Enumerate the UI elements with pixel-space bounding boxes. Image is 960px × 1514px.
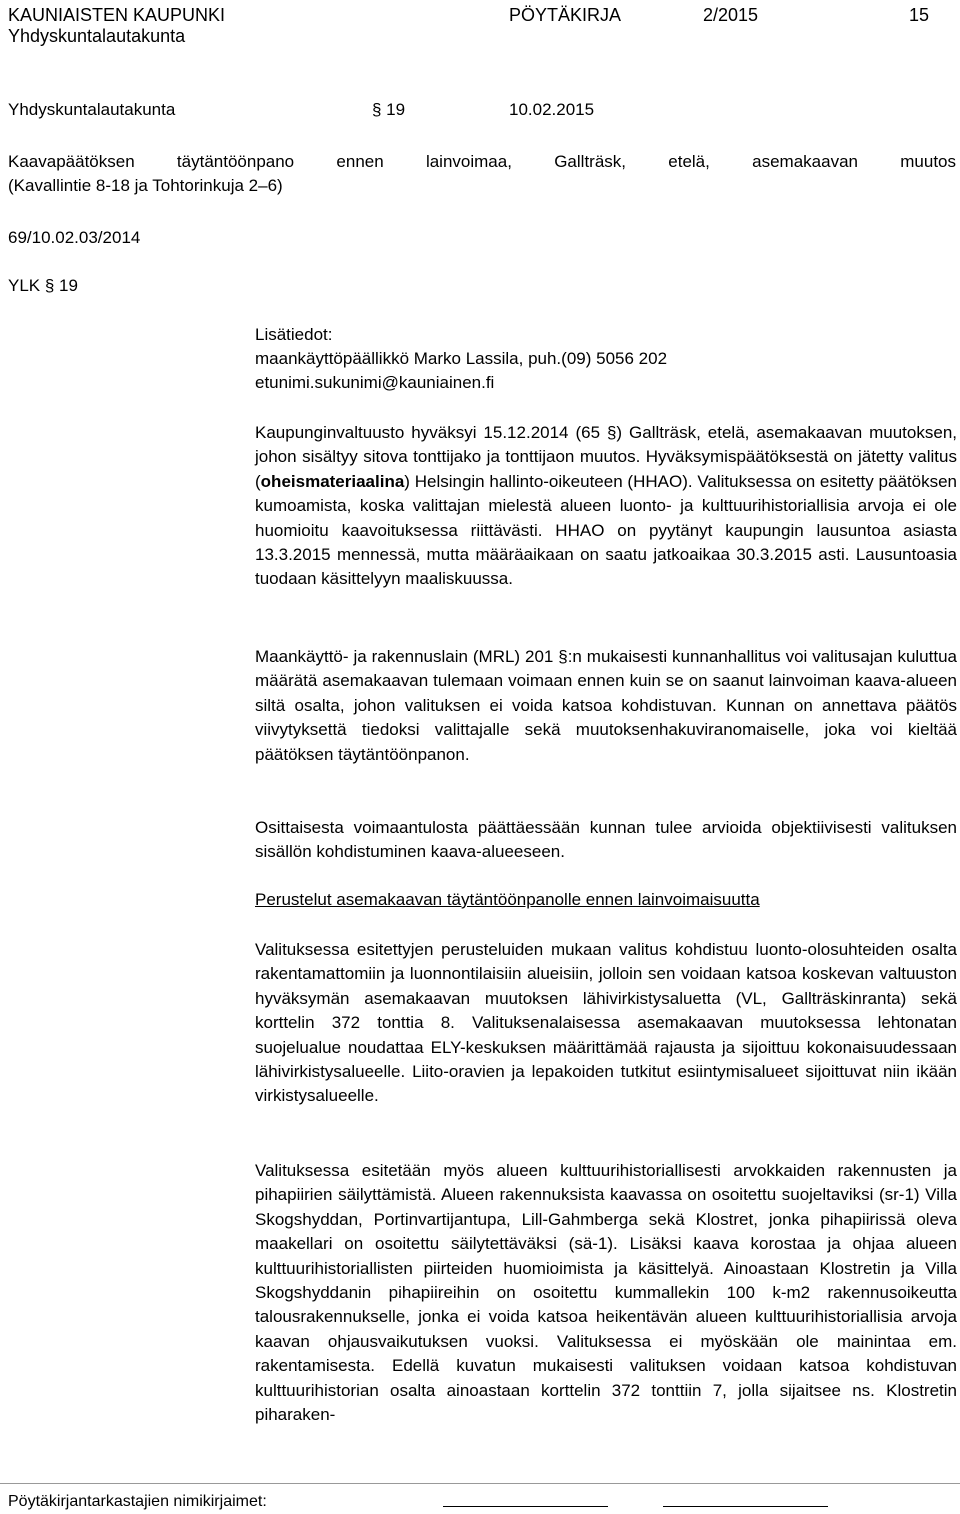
paragraph-appeal-part2: ) Helsingin hallinto-oikeuteen (HHAO). Valituksessa on esitetty päätöksen kumoamista, koska valittajan mielestä alueen luonto- ja kulttuurihistoriallisia arvoja ei ole huomioitu kaavoituksessa riittävästi. HHAO on pyytänyt kaupungin lausuntoa asiasta 13.3.2015 mennessä, mutta määräaikaan on saatu jatkoaikaa 30.3.2015 asti. Lausuntoasia tuodaan käsittelyyn maaliskuussa. (255, 471, 957, 589)
paragraph-appeal-bold: oheismateriaalina (260, 471, 405, 491)
footer-signature-label: Pöytäkirjantarkastajien nimikirjaimet: (8, 1493, 267, 1510)
case-title-line1: Kaavapäätöksen täytäntöönpano ennen lainvoimaa, Gallträsk, etelä, asemakaavan muutos (8, 152, 956, 171)
meeting-section: § 19 (372, 100, 406, 119)
subheading-justification: Perustelut asemakaavan täytäntöönpanolle ennen lainvoimaisuutta (255, 890, 760, 909)
paragraph-nature: Valituksessa esitettyjen perusteluiden mukaan valitus kohdistuu luonto-olosuhteiden osalta rakentamattomiin ja luonnontilaisiin alueisiin, jolloin sen voidaan katsoa koskevan valtuuston hyväksymän asemakaavan muutoksen lähivirkistysaluetta (VL, Gallträskinranta) sekä korttelin 372 tonttia 8. Valituksenalaisessa asemakaavan muutoksessa lehtonatan suojelualue noudattaa ELY-keskuksen määrittämää rajausta ja sijoittuu kokonaisuudessaan lähivirkistysalueelle. Liito-oravien ja lepakoiden tutkitut esiintymisalueet sijoittuvat niin ikään virkistysalueelle. (255, 940, 957, 1106)
paragraph-appeal-part1: Kaupunginvaltuusto hyväksyi 15.12.2014 (65 §) Gallträsk, etelä, asemakaavan muutoksen, johon sisältyy sitova tonttijako ja tonttijaon muutos. Hyväksymispäätöksestä on jätetty valitus ( (255, 423, 957, 491)
paragraph-cultural-history: Valituksessa esitetään myös alueen kulttuurihistoriallisesti arvokkaiden rakennusten ja pihapiirien säilyttämistä. Alueen rakennuksista kaavassa on osoitettu suojeltaviksi (sr-1) Villa Skogshyddan, Portinvartijantupa, Lill-Gahmberga sekä Klostret, jonka pihapiirissä oleva maakellari on osoitettu säilytettäväksi (sä-1). Lisäksi kaava korostaa ja ohjaa alueen kulttuurihistoriallisten piirteiden huomioimista ja käsittelyä. Ainoastaan Klostretin ja Villa Skogshyddanin pihapiireihin on osoitettu kummallekin 100 k-m2 rakennusoikeutta talousrakennukselle, jonka ei voida katsoa heikentävän alueen kulttuurihistoriallisia arvoja kaavan ohjausvaikutuksen vuoksi. Valituksessa ei myöskään ole mainintaa em. rakentamisesta. Edellä kuvatun mukaisesti valituksen voidaan katsoa kohdistuvan kulttuurihistorian osalta ainoastaan korttelin 372 tonttiin 7, jolla sijaitsee ns. Klostretin piharaken- (255, 1161, 957, 1425)
signature-line-2 (663, 1506, 828, 1507)
signature-line-1 (443, 1506, 608, 1507)
contact-label: Lisätiedot: (255, 325, 333, 344)
header-org: KAUNIAISTEN KAUPUNKI (8, 5, 226, 25)
meeting-date: 10.02.2015 (509, 100, 595, 119)
ylk-section: YLK § 19 (8, 276, 78, 295)
meeting-committee: Yhdyskuntalautakunta (8, 100, 176, 119)
paragraph-appeal (255, 421, 957, 592)
contact-person: maankäyttöpäällikkö Marko Lassila, puh.(09) 5056 202 (255, 349, 668, 368)
contact-email: etunimi.sukunimi@kauniainen.fi (255, 373, 495, 392)
footer-separator (0, 1483, 960, 1484)
paragraph-partial-entry: Osittaisesta voimaantulosta päättäessään kunnan tulee arvioida objektiivisesti valituksen sisällön kohdistuminen kaava-alueeseen. (255, 818, 957, 862)
case-title-line2: (Kavallintie 8-18 ja Tohtorinkuja 2–6) (8, 176, 283, 195)
case-number: 69/10.02.03/2014 (8, 228, 141, 247)
header-doc-type: PÖYTÄKIRJA (509, 5, 622, 25)
header-page-number: 15 (909, 5, 930, 25)
paragraph-mrl: Maankäyttö- ja rakennuslain (MRL) 201 §:n mukaisesti kunnanhallitus voi valitusajan kuluttua määrätä asemakaavan tulemaan voimaan ennen kuin se on saanut lainvoiman kaava-alueen siltä osalta, johon valituksen ei voida katsoa kohdistuvan. Kunnan on annettava päätös viivytyksettä tiedoksi valittajalle sekä muutoksenhakuviranomaiselle, joka voi kieltää päätöksen täytäntöönpanon. (255, 647, 957, 764)
header-doc-number: 2/2015 (703, 5, 759, 25)
header-committee: Yhdyskuntalautakunta (8, 26, 186, 46)
